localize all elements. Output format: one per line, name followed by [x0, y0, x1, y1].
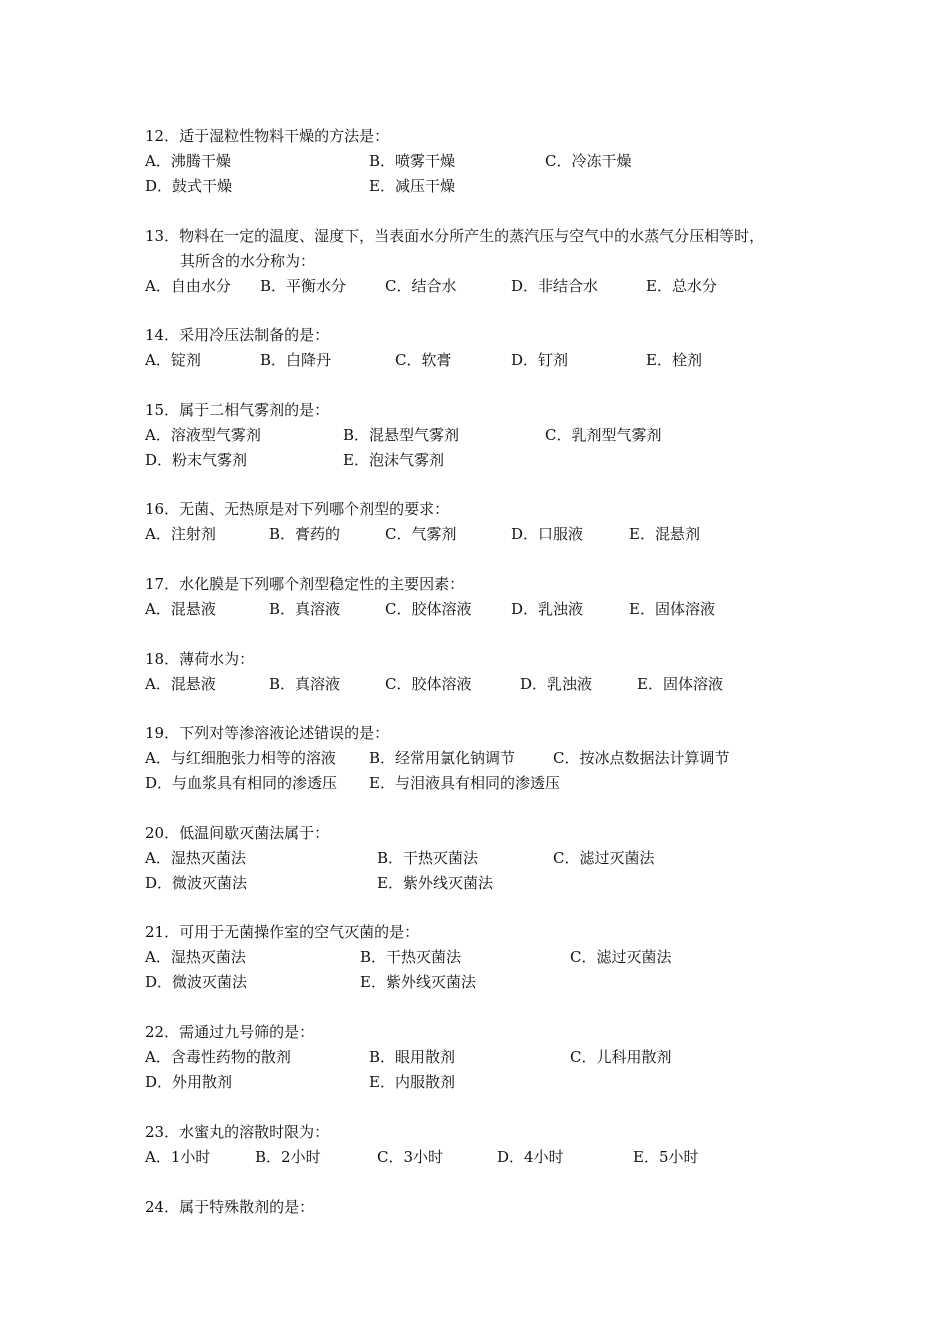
- question-15: [145, 398, 845, 473]
- option-c: C．滤过灭菌法: [553, 849, 655, 867]
- option-a: A．与红细胞张力相等的溶液: [145, 749, 336, 767]
- question-stem: 19．下列对等渗溶液论述错误的是：: [145, 724, 390, 742]
- option-a: A．混悬液: [145, 600, 216, 618]
- option-a: A．自由水分: [145, 277, 231, 295]
- question-19: [145, 721, 845, 796]
- option-d: D．粉末气雾剂: [145, 451, 248, 469]
- option-d: D．4小时: [497, 1148, 564, 1166]
- option-e: E．内服散剂: [369, 1073, 455, 1091]
- question-23: [145, 1120, 845, 1170]
- option-c: C．胶体溶液: [385, 675, 472, 693]
- option-a: A．1小时: [145, 1148, 211, 1166]
- option-a: A．溶液型气雾剂: [145, 426, 261, 444]
- question-stem: 24．属于特殊散剂的是：: [145, 1198, 315, 1216]
- option-b: B．干热灭菌法: [360, 948, 462, 966]
- options-row: [145, 672, 845, 697]
- option-b: B．真溶液: [269, 675, 341, 693]
- option-e: E．紫外线灭菌法: [377, 874, 493, 892]
- options-row: [145, 348, 845, 373]
- options-row: [145, 1045, 845, 1070]
- options-row: [145, 746, 845, 771]
- option-b: B．经常用氯化钠调节: [369, 749, 516, 767]
- option-d: D．与血浆具有相同的渗透压: [145, 774, 338, 792]
- question-stem: 14．采用冷压法制备的是：: [145, 326, 330, 344]
- options-row: [145, 597, 845, 622]
- option-c: C．儿科用散剂: [570, 1048, 672, 1066]
- question-21: [145, 920, 845, 995]
- option-a: A．沸腾干燥: [145, 152, 231, 170]
- question-stem: 13．物料在一定的温度、湿度下，当表面水分所产生的蒸汽压与空气中的水蒸气分压相等时，: [145, 227, 765, 245]
- question-22: [145, 1020, 845, 1095]
- option-e: E．紫外线灭菌法: [360, 973, 476, 991]
- option-e: E．5小时: [633, 1148, 699, 1166]
- options-row: [145, 423, 845, 448]
- question-17: [145, 572, 845, 622]
- question-13: [145, 224, 845, 299]
- options-row: [145, 771, 845, 796]
- option-e: E．泡沫气雾剂: [343, 451, 444, 469]
- question-stem: 23．水蜜丸的溶散时限为：: [145, 1123, 330, 1141]
- option-a: A．湿热灭菌法: [145, 849, 246, 867]
- option-c: C．乳剂型气雾剂: [545, 426, 662, 444]
- question-stem: 21．可用于无菌操作室的空气灭菌的是：: [145, 923, 420, 941]
- option-c: C．按冰点数据法计算调节: [553, 749, 730, 767]
- options-row: [145, 149, 845, 174]
- option-e: E．固体溶液: [637, 675, 723, 693]
- options-row: [145, 174, 845, 199]
- option-d: D．乳浊液: [520, 675, 593, 693]
- option-a: A．注射剂: [145, 525, 216, 543]
- question-12: [145, 124, 845, 199]
- option-b: B．干热灭菌法: [377, 849, 479, 867]
- options-row: [145, 1145, 845, 1170]
- option-b: B．混悬型气雾剂: [343, 426, 460, 444]
- question-stem: 20．低温间歇灭菌法属于：: [145, 824, 330, 842]
- option-b: B．白降丹: [260, 351, 332, 369]
- option-d: D．口服液: [511, 525, 584, 543]
- option-b: B．喷雾干燥: [369, 152, 456, 170]
- option-b: B．平衡水分: [260, 277, 347, 295]
- options-row: [145, 945, 845, 970]
- option-d: D．微波灭菌法: [145, 973, 248, 991]
- option-d: D．钉剂: [511, 351, 569, 369]
- option-a: A．湿热灭菌法: [145, 948, 246, 966]
- option-d: D．微波灭菌法: [145, 874, 248, 892]
- option-e: E．栓剂: [646, 351, 702, 369]
- options-row: [145, 274, 845, 299]
- option-b: B．眼用散剂: [369, 1048, 456, 1066]
- question-stem: 15．属于二相气雾剂的是：: [145, 401, 330, 419]
- options-row: [145, 448, 845, 473]
- options-row: [145, 871, 845, 896]
- option-d: D．鼓式干燥: [145, 177, 233, 195]
- question-stem: 22．需通过九号筛的是：: [145, 1023, 315, 1041]
- option-a: A．锭剂: [145, 351, 201, 369]
- question-stem-continued: 其所含的水分称为：: [180, 252, 316, 270]
- option-c: C．冷冻干燥: [545, 152, 632, 170]
- option-e: E．固体溶液: [629, 600, 715, 618]
- option-c: C．结合水: [385, 277, 457, 295]
- question-14: [145, 323, 845, 373]
- option-e: E．总水分: [646, 277, 717, 295]
- option-d: D．乳浊液: [511, 600, 584, 618]
- option-e: E．混悬剂: [629, 525, 700, 543]
- option-b: B．膏药的: [269, 525, 341, 543]
- question-18: [145, 647, 845, 697]
- options-row: [145, 1070, 845, 1095]
- options-row: [145, 846, 845, 871]
- options-row: [145, 522, 845, 547]
- question-16: [145, 497, 845, 547]
- option-c: C．胶体溶液: [385, 600, 472, 618]
- option-d: D．非结合水: [511, 277, 599, 295]
- option-a: A．含毒性药物的散剂: [145, 1048, 291, 1066]
- option-d: D．外用散剂: [145, 1073, 233, 1091]
- question-24: [145, 1195, 845, 1220]
- option-e: E．与泪液具有相同的渗透压: [369, 774, 560, 792]
- question-stem: 16．无菌、无热原是对下列哪个剂型的要求：: [145, 500, 450, 518]
- option-a: A．混悬液: [145, 675, 216, 693]
- question-stem: 17．水化膜是下列哪个剂型稳定性的主要因素：: [145, 575, 465, 593]
- option-e: E．减压干燥: [369, 177, 455, 195]
- question-20: [145, 821, 845, 896]
- question-stem: 12．适于湿粒性物料干燥的方法是：: [145, 127, 390, 145]
- option-b: B．2小时: [255, 1148, 321, 1166]
- option-c: C．滤过灭菌法: [570, 948, 672, 966]
- option-c: C．3小时: [377, 1148, 444, 1166]
- question-stem: 18．薄荷水为：: [145, 650, 255, 668]
- option-b: B．真溶液: [269, 600, 341, 618]
- option-c: C．软膏: [395, 351, 452, 369]
- option-c: C．气雾剂: [385, 525, 457, 543]
- options-row: [145, 970, 845, 995]
